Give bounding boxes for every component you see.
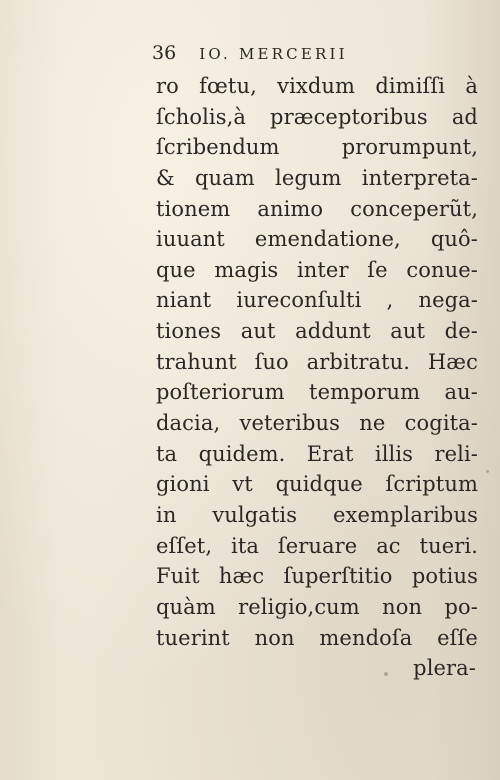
text-line: [156, 163, 478, 194]
text-line: [156, 439, 478, 470]
text-line: [156, 285, 478, 316]
text-word: non: [382, 594, 423, 619]
text-word: tuerint: [156, 625, 230, 650]
text-word: quidem.: [198, 441, 286, 466]
text-word: niant: [156, 288, 212, 313]
text-word: mendoſa: [319, 625, 413, 650]
text-line: [156, 132, 478, 163]
text-word: ita: [231, 533, 259, 558]
text-word: cogita-: [404, 411, 478, 436]
text-word: dacia,: [156, 411, 221, 436]
text-word: poſteriorum: [156, 380, 285, 405]
text-word: potius: [411, 564, 478, 589]
text-word: veteribus: [239, 411, 341, 436]
text-word: præceptoribus: [270, 104, 428, 129]
text-word: conceperũt,: [350, 196, 478, 221]
text-word: ſcholis,à: [156, 104, 247, 129]
text-word: Hæc: [427, 349, 478, 374]
text-word: vt: [232, 472, 253, 497]
text-word: ne: [359, 411, 386, 436]
text-word: conue-: [406, 257, 478, 282]
text-word: de-: [444, 319, 478, 344]
text-word: tiones: [156, 319, 222, 344]
text-word: au-: [444, 380, 478, 405]
text-word: Fuit: [156, 564, 200, 589]
ink-speck: [462, 360, 465, 363]
text-word: iuuant: [156, 227, 225, 252]
text-word: à: [465, 74, 478, 98]
text-word: Erat: [306, 441, 354, 466]
text-word: in: [156, 502, 177, 527]
text-word: ac: [376, 533, 401, 558]
ink-speck: [486, 470, 489, 473]
text-line: [156, 408, 478, 439]
text-word: po-: [444, 594, 478, 619]
text-word: interpreta-: [361, 165, 478, 190]
text-line: [156, 194, 478, 225]
text-line: [156, 592, 478, 623]
text-word: quam: [195, 165, 255, 190]
text-word: arbitratu.: [306, 349, 411, 374]
text-word: fœtu,: [199, 74, 257, 98]
text-word: prorumpunt,: [341, 135, 478, 160]
text-word: inter: [296, 257, 349, 282]
running-head: IO. MERCERII: [199, 45, 348, 63]
text-word: ta: [156, 441, 178, 466]
text-word: ſcriptum: [385, 472, 478, 497]
text-word: illis: [374, 441, 414, 466]
text-word: animo: [257, 196, 324, 221]
text-word: dimiſſi: [375, 74, 446, 98]
page-header: [152, 42, 348, 64]
text-word: quidque: [275, 472, 363, 497]
text-word: magis: [214, 257, 279, 282]
text-line: [156, 469, 478, 500]
text-word: que: [156, 257, 196, 282]
text-word: ,: [386, 288, 394, 313]
text-word: quàm: [156, 594, 216, 619]
text-word: hæc: [218, 564, 265, 589]
text-line: [156, 316, 478, 347]
text-word: ſuperſtitio: [283, 564, 393, 589]
text-word: emendatione,: [254, 227, 401, 252]
text-word: eſſet,: [156, 533, 213, 558]
text-word: ſuo: [254, 349, 289, 374]
text-word: aut: [240, 319, 276, 344]
page-number: 36: [152, 42, 177, 64]
catchword: plera-: [413, 656, 476, 681]
text-line: [156, 102, 478, 133]
text-line: [156, 500, 478, 531]
text-word: eſſe: [437, 625, 478, 650]
text-line: [156, 623, 478, 654]
text-word: quô-: [430, 227, 478, 252]
ink-speck: [384, 672, 388, 676]
text-word: aut: [390, 319, 426, 344]
text-line: [156, 377, 478, 408]
text-line: [156, 255, 478, 286]
text-word: religio,cum: [238, 594, 360, 619]
text-word: non: [254, 625, 295, 650]
catchword-line: [156, 653, 478, 684]
body-text: [156, 71, 478, 684]
text-word: ſcribendum: [156, 135, 280, 160]
text-word: tueri.: [419, 533, 478, 558]
text-word: temporum: [309, 380, 421, 405]
text-line: [156, 561, 478, 592]
text-word: trahunt: [156, 349, 237, 374]
text-word: ſe: [367, 257, 388, 282]
text-word: tionem: [156, 196, 231, 221]
text-word: gioni: [156, 472, 210, 497]
text-word: ro: [156, 74, 179, 98]
text-word: nega-: [418, 288, 478, 313]
text-line: [156, 347, 478, 378]
text-line: [156, 71, 478, 102]
text-word: vulgatis: [212, 502, 298, 527]
text-word: ad: [451, 104, 478, 129]
text-word: &: [156, 165, 175, 190]
text-line: [156, 531, 478, 562]
text-word: reli-: [434, 441, 478, 466]
text-word: addunt: [295, 319, 371, 344]
text-word: iureconſulti: [236, 288, 362, 313]
text-word: vixdum: [277, 74, 356, 98]
text-line: [156, 224, 478, 255]
text-word: ſeruare: [277, 533, 358, 558]
text-word: exemplaribus: [332, 502, 478, 527]
text-word: legum: [275, 165, 342, 190]
